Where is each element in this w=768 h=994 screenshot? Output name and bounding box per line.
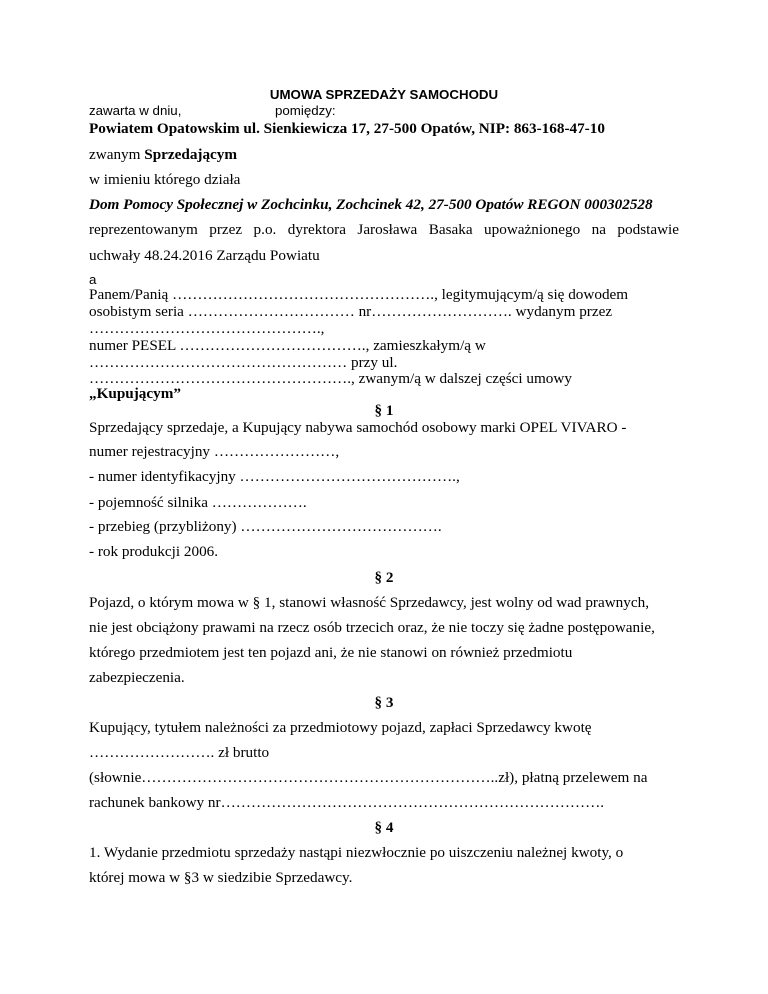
section-2-line-2: nie jest obciążony prawami na rzecz osób trzecich oraz, że nie toczy się żadne postępowanie, xyxy=(89,619,655,636)
section-3-line-4: rachunek bankowy nr…………………………………………………………………. xyxy=(89,794,605,811)
section-1-heading: § 1 xyxy=(374,402,394,419)
document-title: UMOWA SPRZEDAŻY SAMOCHODU xyxy=(269,87,499,102)
section-2-heading: § 2 xyxy=(374,569,394,586)
representative-line-1: reprezentowanym przez p.o. dyrektora Jarosława Basaka upoważnionego na podstawie xyxy=(89,221,679,238)
section-3-line-1: Kupujący, tytułem należności za przedmiotowy pojazd, zapłaci Sprzedawcy kwotę xyxy=(89,719,592,736)
section-4-line-1: 1. Wydanie przedmiotu sprzedaży nastąpi niezwłocznie po uiszczeniu należnej kwoty, o xyxy=(89,844,624,861)
dps-line: Dom Pomocy Społecznej w Zochcinku, Zochcinek 42, 27-500 Opatów REGON 000302528 xyxy=(89,196,653,213)
section-2-line-4: zabezpieczenia. xyxy=(89,669,185,686)
conjunction-a: a xyxy=(89,272,97,287)
section-3-line-2: ……………………. zł brutto xyxy=(89,744,270,761)
buyer-line-1: Panem/Panią ……………………………………………., legitymującym/ą się dowodem xyxy=(89,286,629,303)
seller-line: Powiatem Opatowskim ul. Sienkiewicza 17, 27-500 Opatów, NIP: 863-168-47-10 xyxy=(89,120,605,137)
seller-role-line xyxy=(89,146,237,164)
section-2-line-1: Pojazd, o którym mowa w § 1, stanowi własność Sprzedawcy, jest wolny od wad prawnych, xyxy=(89,594,650,611)
section-3-heading: § 3 xyxy=(374,694,394,711)
section-1-line-3: - numer identyfikacyjny ……………………………………., xyxy=(89,468,460,485)
buyer-line-2: osobistym seria …………………………… nr………………………. wydanym przez xyxy=(89,303,613,320)
section-4-line-2: której mowa w §3 w siedzibie Sprzedawcy. xyxy=(89,869,353,886)
section-2-line-3: którego przedmiotem jest ten pojazd ani, że nie stanowi on również przedmiotu xyxy=(89,644,573,661)
seller-role-prefix: zwanym xyxy=(89,146,145,163)
buyer-line-6: ……………………………………………., zwanym/ą w dalszej części umowy xyxy=(89,370,572,387)
representative-line-2: uchwały 48.24.2016 Zarządu Powiatu xyxy=(89,247,320,264)
on-behalf-line: w imieniu którego działa xyxy=(89,171,241,188)
buyer-line-5: …………………………………………… przy ul. xyxy=(89,354,398,371)
section-1-line-1: Sprzedający sprzedaje, a Kupujący nabywa samochód osobowy marki OPEL VIVARO - xyxy=(89,419,627,436)
section-1-line-5: - przebieg (przybliżony) …………………………………. xyxy=(89,518,442,535)
intro-between-text: pomiędzy: xyxy=(275,103,336,118)
buyer-label: „Kupującym” xyxy=(89,385,181,402)
section-1-line-6: - rok produkcji 2006. xyxy=(89,543,219,560)
section-1-line-4: - pojemność silnika ………………. xyxy=(89,494,307,511)
section-4-heading: § 4 xyxy=(374,819,394,836)
buyer-line-4: numer PESEL ………………………………., zamieszkałym/ą w xyxy=(89,337,486,354)
seller-role-name: Sprzedającym xyxy=(144,146,238,163)
section-1-line-2: numer rejestracyjny ……………………, xyxy=(89,443,340,460)
buyer-line-3: ………………………………………., xyxy=(89,320,325,337)
intro-date-text: zawarta w dniu, xyxy=(89,103,182,118)
section-3-line-3: (słownie……………………………………………………………..zł), płatną przelewem na xyxy=(89,769,648,786)
